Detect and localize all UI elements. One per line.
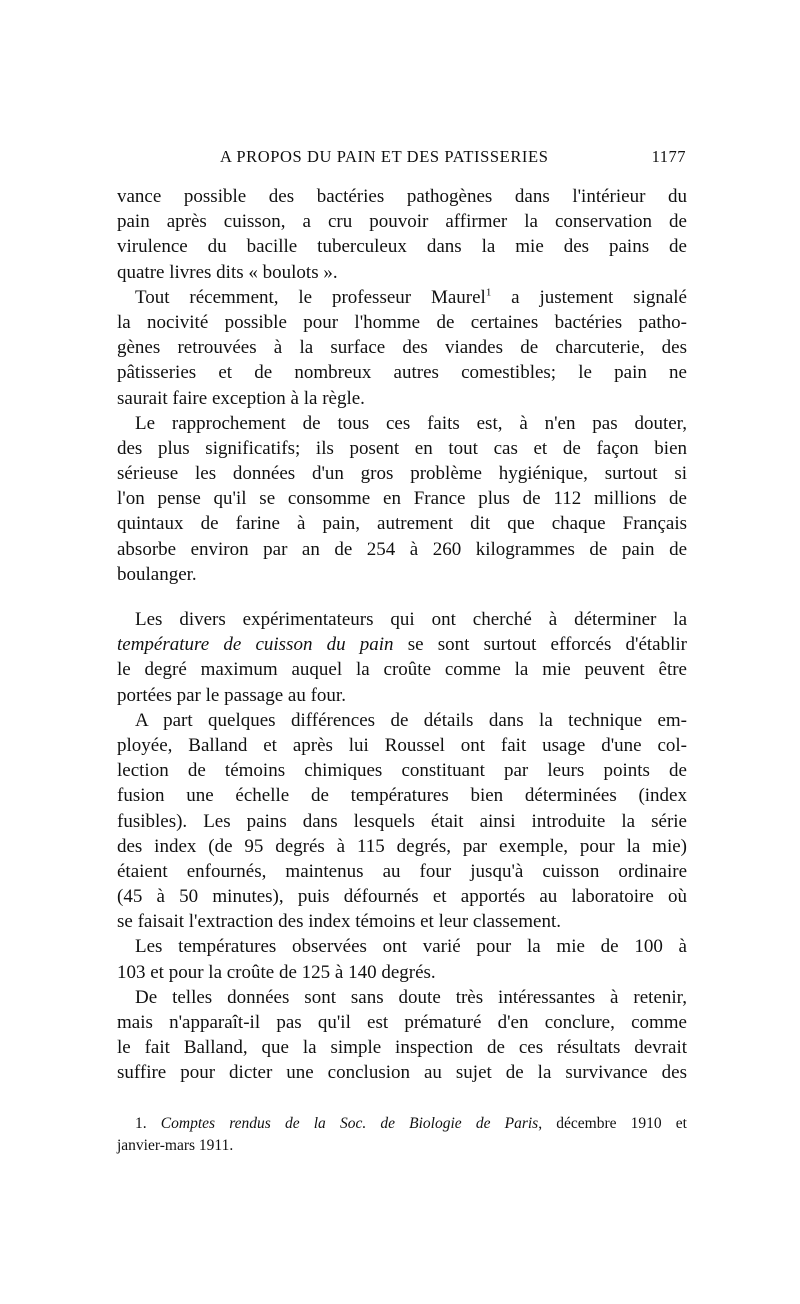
text-line: pâtisseries et de nombreux autres comestibles; le pain ne: [117, 362, 687, 384]
text-line: le fait Balland, que la simple inspection de ces résultats devrait: [117, 1037, 687, 1059]
text-line: l'on pense qu'il se consomme en France plus de 112 millions de: [117, 488, 687, 510]
running-title: A PROPOS DU PAIN ET DES PATISSERIES: [220, 147, 549, 166]
text-line: Les températures observées ont varié pour la mie de 100 à: [135, 936, 687, 958]
text-line: suffire pour dicter une conclusion au sujet de la survivance des: [117, 1062, 687, 1084]
text-line: le degré maximum auquel la croûte comme la mie peuvent être: [117, 659, 687, 681]
text-line: gènes retrouvées à la surface des viandes de charcuterie, des: [117, 337, 687, 359]
page-number: 1177: [651, 147, 686, 166]
text-line: la nocivité possible pour l'homme de certaines bactéries patho-: [117, 311, 687, 333]
text-line: quintaux de farine à pain, autrement dit que chaque Français: [117, 513, 687, 535]
text-line: saurait faire exception à la règle.: [117, 387, 365, 409]
text-line: vance possible des bactéries pathogènes dans l'intérieur du: [117, 186, 687, 207]
text-line: pain après cuisson, a cru pouvoir affirmer la conservation de: [117, 211, 687, 233]
running-header: [220, 147, 686, 171]
text-line: des index (de 95 degrés à 115 degrés, par exemple, pour la mie): [117, 835, 687, 857]
text-line: absorbe environ par an de 254 à 260 kilogrammes de pain de: [117, 538, 687, 560]
body-text-block-2: [117, 607, 687, 1086]
text-segment: a justement signalé: [511, 286, 687, 308]
text-line: Les divers expérimentateurs qui ont cherché à déterminer la: [135, 609, 687, 630]
text-line: virulence du bacille tuberculeux dans la mie des pains de: [117, 236, 687, 258]
text-line: portées par le passage au four.: [117, 684, 346, 706]
text-line: mais n'apparaît-il pas qu'il est prématuré d'en conclure, comme: [117, 1012, 687, 1033]
text-line: fusion une échelle de températures bien déterminées (index: [117, 785, 687, 807]
text-line: quatre livres dits « boulots ».: [117, 261, 338, 283]
text-line: boulanger.: [117, 563, 197, 585]
text-line: se faisait l'extraction des index témoins et leur classement.: [117, 911, 561, 933]
text-line: 103 et pour la croûte de 125 à 140 degrés.: [117, 961, 436, 983]
text-segment: Tout récemment, le professeur Maurel: [135, 286, 486, 308]
text-line: sérieuse les données d'un gros problème hygiénique, surtout si: [117, 463, 687, 485]
text-line: De telles données sont sans doute très intéressantes à retenir,: [135, 986, 687, 1008]
footnotes: [117, 1113, 687, 1157]
footnote-number: 1.: [135, 1115, 147, 1132]
text-line: Le rapprochement de tous ces faits est, à n'en pas douter,: [135, 412, 687, 434]
text-line: étaient enfournés, maintenus au four jusqu'à cuisson ordinaire: [117, 860, 687, 882]
body-text-block-1: [117, 184, 687, 587]
text-line: [117, 285, 687, 310]
text-line: lection de témoins chimiques constituant par leurs points de: [117, 760, 687, 782]
text-line: ployée, Balland et après lui Roussel ont fait usage d'une col-: [117, 734, 687, 756]
text-segment: se sont surtout efforcés d'établir: [393, 634, 687, 656]
footnote-line: [117, 1113, 687, 1135]
text-line: (45 à 50 minutes), puis défournés et apportés au laboratoire où: [117, 886, 687, 908]
text-line: fusibles). Les pains dans lesquels était ainsi introduite la série: [117, 810, 687, 832]
text-line: A part quelques différences de détails dans la technique em-: [135, 709, 687, 731]
footnote-source-title: Comptes rendus de la Soc. de Biologie de Paris: [160, 1115, 539, 1132]
text-line: des plus significatifs; ils posent en tout cas et de façon bien: [117, 437, 687, 459]
text-line: [117, 632, 687, 657]
footnote-reference: 1: [485, 286, 492, 299]
footnote-text: , décembre 1910 et: [538, 1115, 687, 1132]
italic-phrase: température de cuisson du pain: [117, 634, 394, 656]
footnote-line: janvier-mars 1911.: [117, 1137, 234, 1154]
